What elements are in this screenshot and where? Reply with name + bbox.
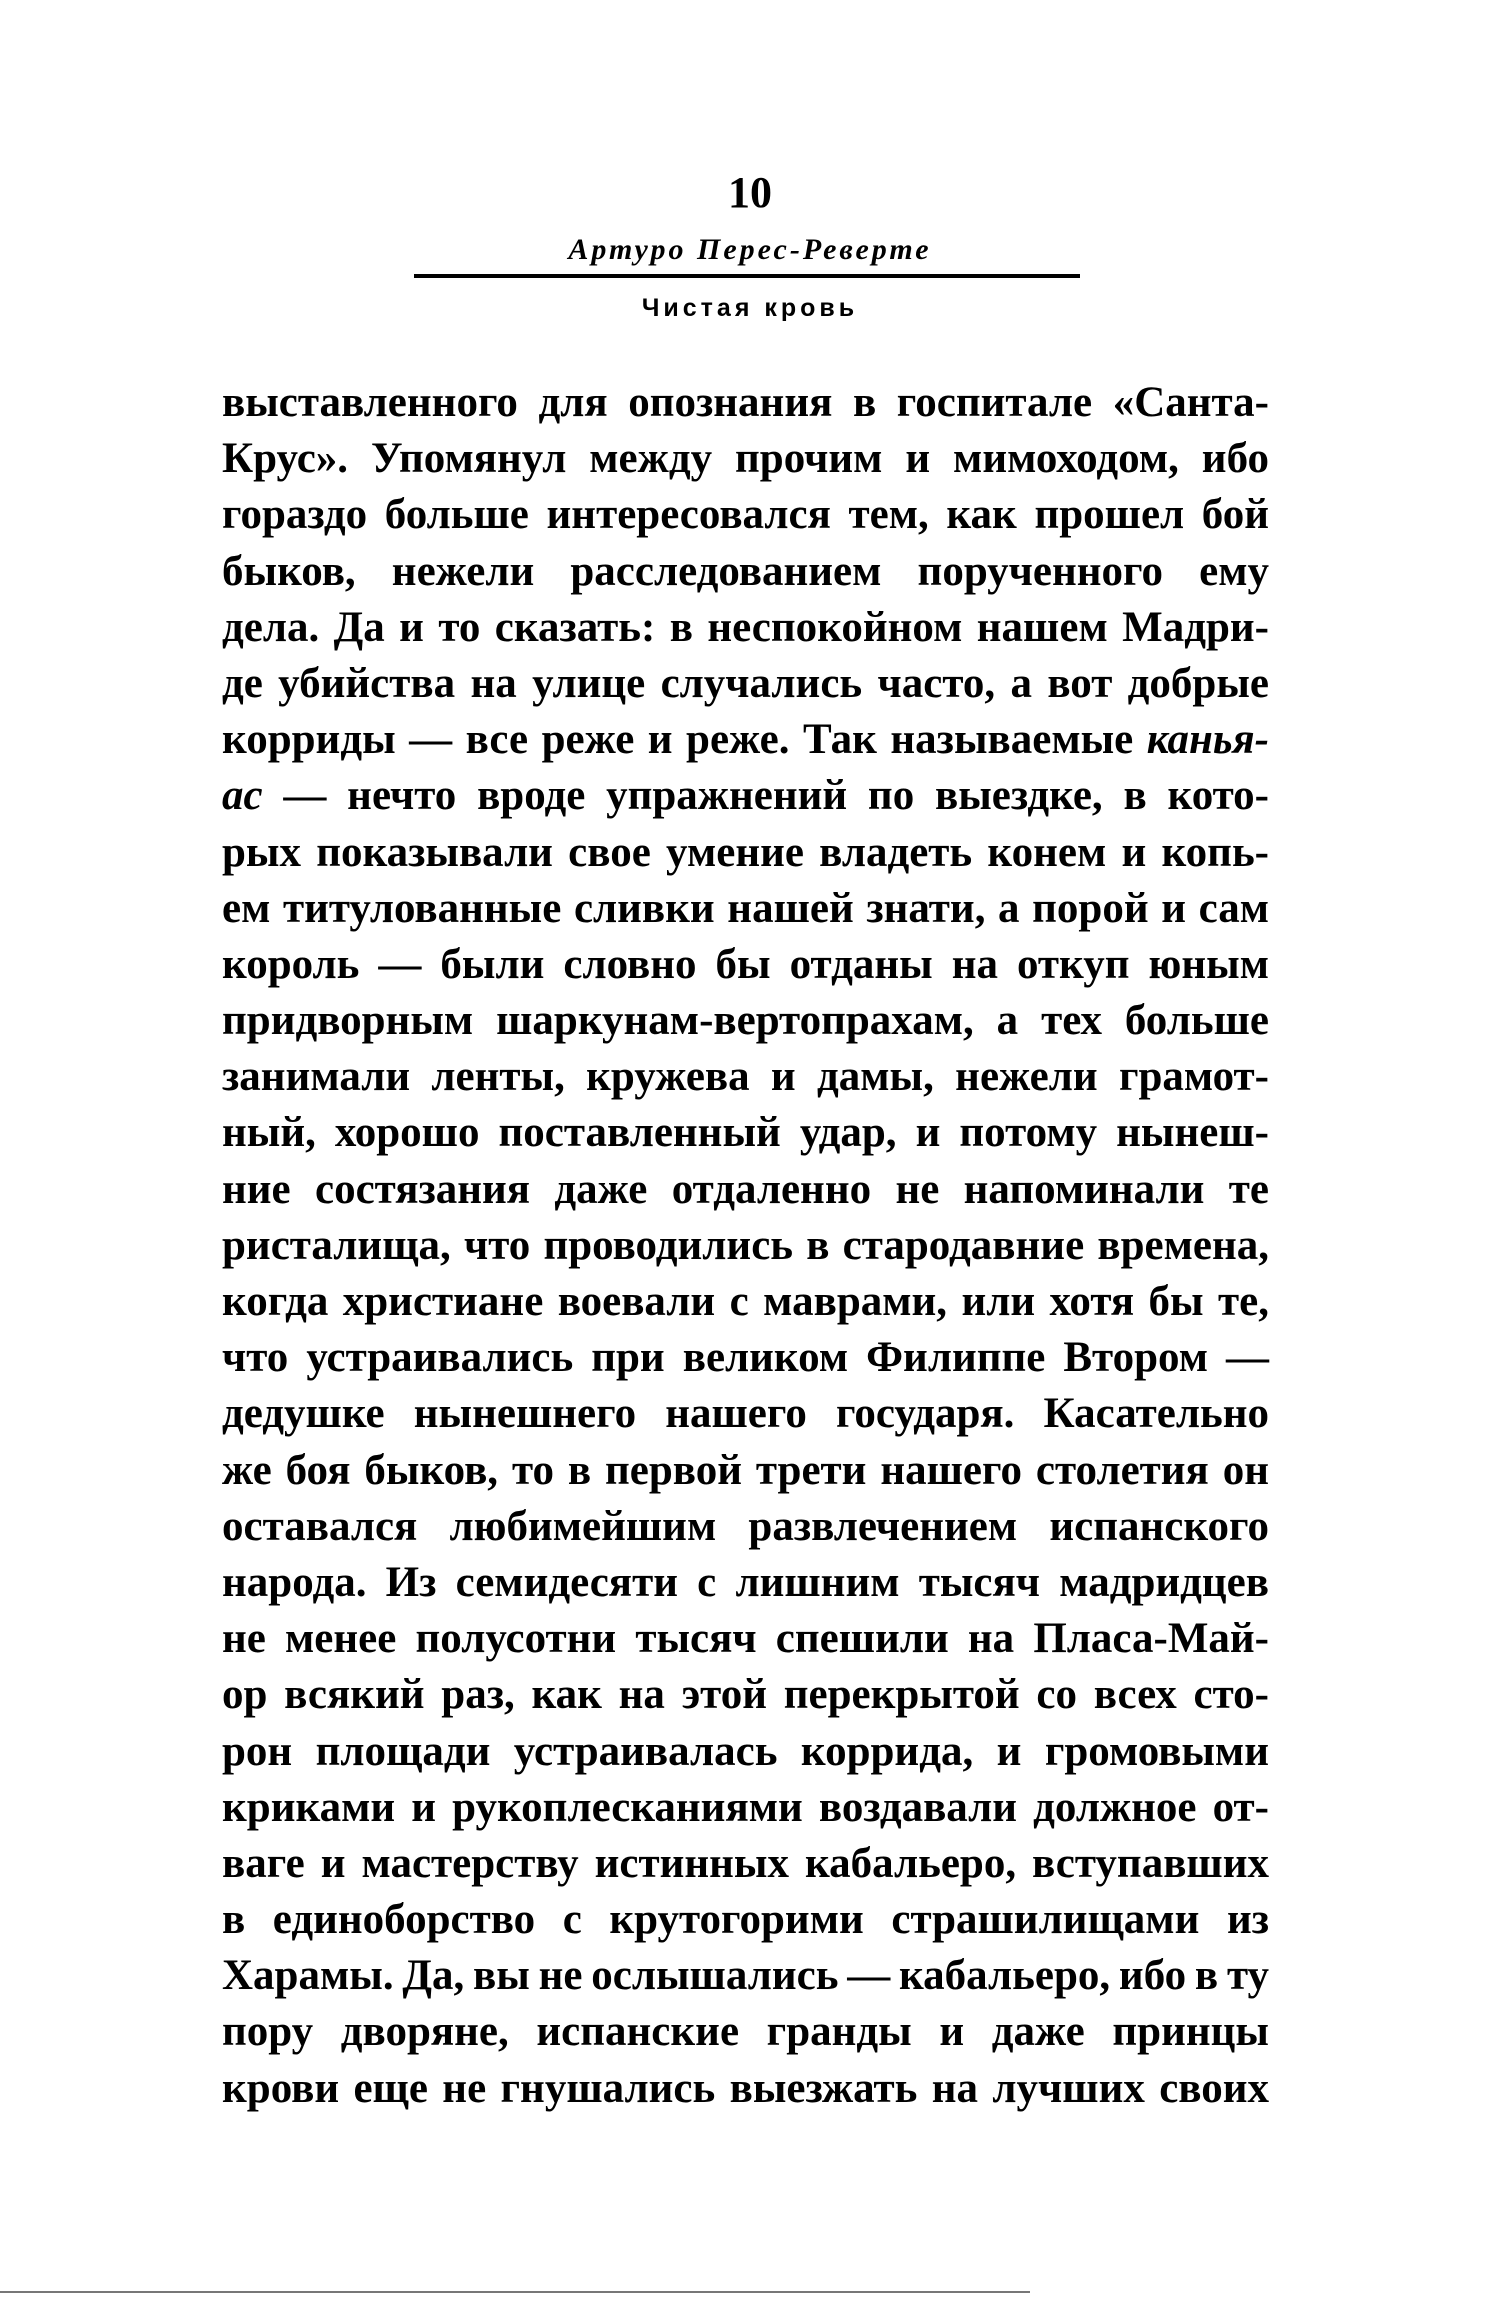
line-text: Харамы. Да, вы не ослышались — кабальеро, ибо в ту (222, 1952, 1269, 2000)
line-text: когда христиане воевали с маврами, или хотя бы те, (222, 1278, 1269, 1325)
text-line (222, 1330, 1269, 1386)
line-text: выставленного для опознания в госпитале «Санта- (222, 379, 1269, 426)
line-text: дедушке нынешнего нашего государя. Касательно (222, 1390, 1269, 1438)
line-text: быков, нежели расследованием порученного ему (222, 547, 1269, 595)
text-line (222, 1948, 1269, 2004)
line-text: дела. Да и то сказать: в неспокойном нашем Мадри- (222, 603, 1269, 651)
line-text: ор всякий раз, как на этой перекрытой со всех сто- (222, 1671, 1269, 1719)
text-line (222, 1611, 1269, 1667)
page-number: 10 (728, 168, 772, 217)
text-line (222, 2004, 1269, 2060)
text-line (222, 656, 1269, 712)
italic-word: канья- (1146, 716, 1269, 764)
text-line (222, 1667, 1269, 1723)
line-text: пору дворяне, испанские гранды и даже принцы (222, 2008, 1269, 2056)
running-header-author: Артуро Перес-Реверте (568, 233, 932, 266)
page-bottom-edge (0, 2291, 1030, 2293)
text-line (222, 544, 1269, 600)
line-text: рон площади устраивалась коррида, и громовыми (222, 1727, 1269, 1775)
text-line (222, 1780, 1269, 1836)
header-divider (414, 274, 1080, 278)
text-line (222, 1555, 1269, 1611)
text-line (222, 1443, 1269, 1499)
text-line (222, 2061, 1269, 2117)
text-line (222, 993, 1269, 1049)
line-text: народа. Из семидесяти с лишним тысяч мадридцев (222, 1558, 1269, 1606)
text-line (222, 712, 1269, 768)
line-text: что устраивались при великом Филиппе Втором — (222, 1334, 1269, 1382)
text-line (222, 1105, 1269, 1161)
line-text: ние состязания даже отдаленно не напоминали те (222, 1165, 1269, 1213)
line-text: — нечто вроде упражнений по выездке, в кото- (262, 772, 1269, 820)
line-text: корриды — все реже и реже. Так называемые (222, 716, 1147, 764)
text-line (222, 1836, 1269, 1892)
line-text: же боя быков, то в первой трети нашего столетия он (222, 1446, 1269, 1494)
text-line (222, 937, 1269, 993)
text-line (222, 1386, 1269, 1442)
text-line (222, 881, 1269, 937)
line-text: ный, хорошо поставленный удар, и потому нынеш- (222, 1109, 1269, 1157)
text-line (222, 1162, 1269, 1218)
line-text: не менее полусотни тысяч спешили на Пласа-Май- (222, 1615, 1269, 1663)
line-text: Крус». Упомянул между прочим и мимоходом, ибо (222, 435, 1269, 483)
line-text: ваге и мастерству истинных кабальеро, вступавших (222, 1839, 1269, 1887)
line-text: де убийства на улице случались часто, а вот добрые (222, 659, 1269, 707)
text-line (222, 487, 1269, 543)
line-text: оставался любимейшим развлечением испанского (222, 1502, 1269, 1550)
text-line (222, 375, 1269, 431)
italic-word: ac (222, 772, 263, 820)
line-text: придворным шаркунам-вертопрахам, а тех больше (222, 997, 1269, 1045)
text-line (222, 431, 1269, 487)
text-line (222, 768, 1269, 824)
text-line (222, 1499, 1269, 1555)
text-line (222, 1892, 1269, 1948)
line-text: гораздо больше интересовался тем, как прошел бой (222, 491, 1269, 539)
line-text: рых показывали свое умение владеть конем и копь- (222, 828, 1269, 876)
line-text: ем титулованные сливки нашей знати, а порой и сам (222, 884, 1269, 932)
text-line (222, 600, 1269, 656)
line-text: в единоборство с крутогорими страшилищами из (222, 1896, 1269, 1944)
text-line (222, 1274, 1269, 1330)
line-text: криками и рукоплесканиями воздавали должное от- (222, 1783, 1269, 1831)
line-text: король — были словно бы отданы на откуп юным (222, 940, 1269, 988)
text-line (222, 825, 1269, 881)
running-header-book-title: Чистая кровь (641, 294, 859, 322)
text-line (222, 1049, 1269, 1105)
line-text: ристалища, что проводились в стародавние времена, (222, 1221, 1269, 1269)
line-text: занимали ленты, кружева и дамы, нежели грамот- (222, 1053, 1269, 1101)
text-line (222, 1724, 1269, 1780)
body-text (222, 375, 1269, 2117)
text-line (222, 1218, 1269, 1274)
line-text: крови еще не гнушались выезжать на лучших своих (222, 2064, 1269, 2112)
